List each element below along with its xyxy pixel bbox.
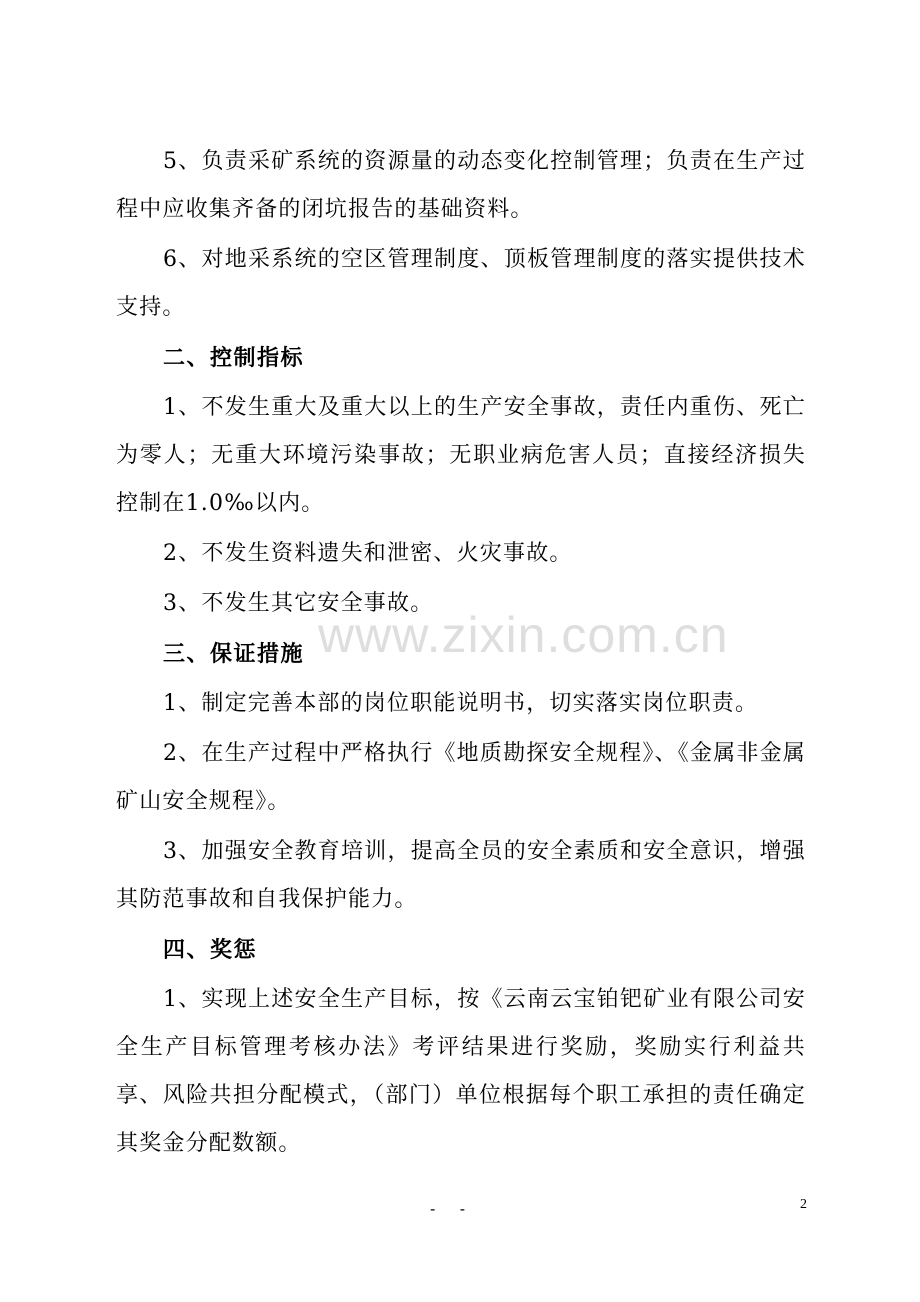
paragraph-indicator-2: 2、不发生资料遗失和泄密、火灾事故。 bbox=[163, 541, 573, 566]
page-number: 2 bbox=[800, 1197, 807, 1212]
heading-guarantee-measures: 三、保证措施 bbox=[163, 641, 305, 667]
paragraph-6-goaf-management: 6、对地采系统的空区管理制度、顶板管理制度的落实提供技术支持。 bbox=[116, 247, 806, 320]
paragraph-5-resource-management: 5、负责采矿系统的资源量的动态变化控制管理；负责在生产过程中应收集齐备的闭坑报告的基础资料。 bbox=[116, 149, 806, 222]
watermark: www.zixin.com.cn bbox=[318, 607, 729, 663]
heading-control-indicators: 二、控制指标 bbox=[163, 345, 305, 371]
footer-dashes: - - bbox=[430, 1201, 476, 1218]
paragraph-measure-3: 3、加强安全教育培训，提高全员的安全素质和安全意识，增强其防范事故和自我保护能力。 bbox=[116, 839, 806, 912]
paragraph-measure-1: 1、制定完善本部的岗位职能说明书，切实落实岗位职责。 bbox=[163, 691, 759, 716]
paragraph-indicator-1: 1、不发生重大及重大以上的生产安全事故，责任内重伤、死亡为零人；无重大环境污染事故；无职业病危害人员；直接经济损失控制在1.0‰以内。 bbox=[116, 395, 806, 516]
paragraph-measure-2: 2、在生产过程中严格执行《地质勘探安全规程》、《金属非金属矿山安全规程》。 bbox=[116, 741, 806, 814]
heading-rewards-penalties: 四、奖惩 bbox=[163, 937, 258, 963]
paragraph-reward-1: 1、实现上述安全生产目标，按《云南云宝铂钯矿业有限公司安全生产目标管理考核办法》考评结果进行奖励，奖励实行利益共享、风险共担分配模式，（部门）单位根据每个职工承担的责任确定其奖金分配数额。 bbox=[116, 987, 806, 1156]
paragraph-indicator-3: 3、不发生其它安全事故。 bbox=[163, 591, 434, 616]
